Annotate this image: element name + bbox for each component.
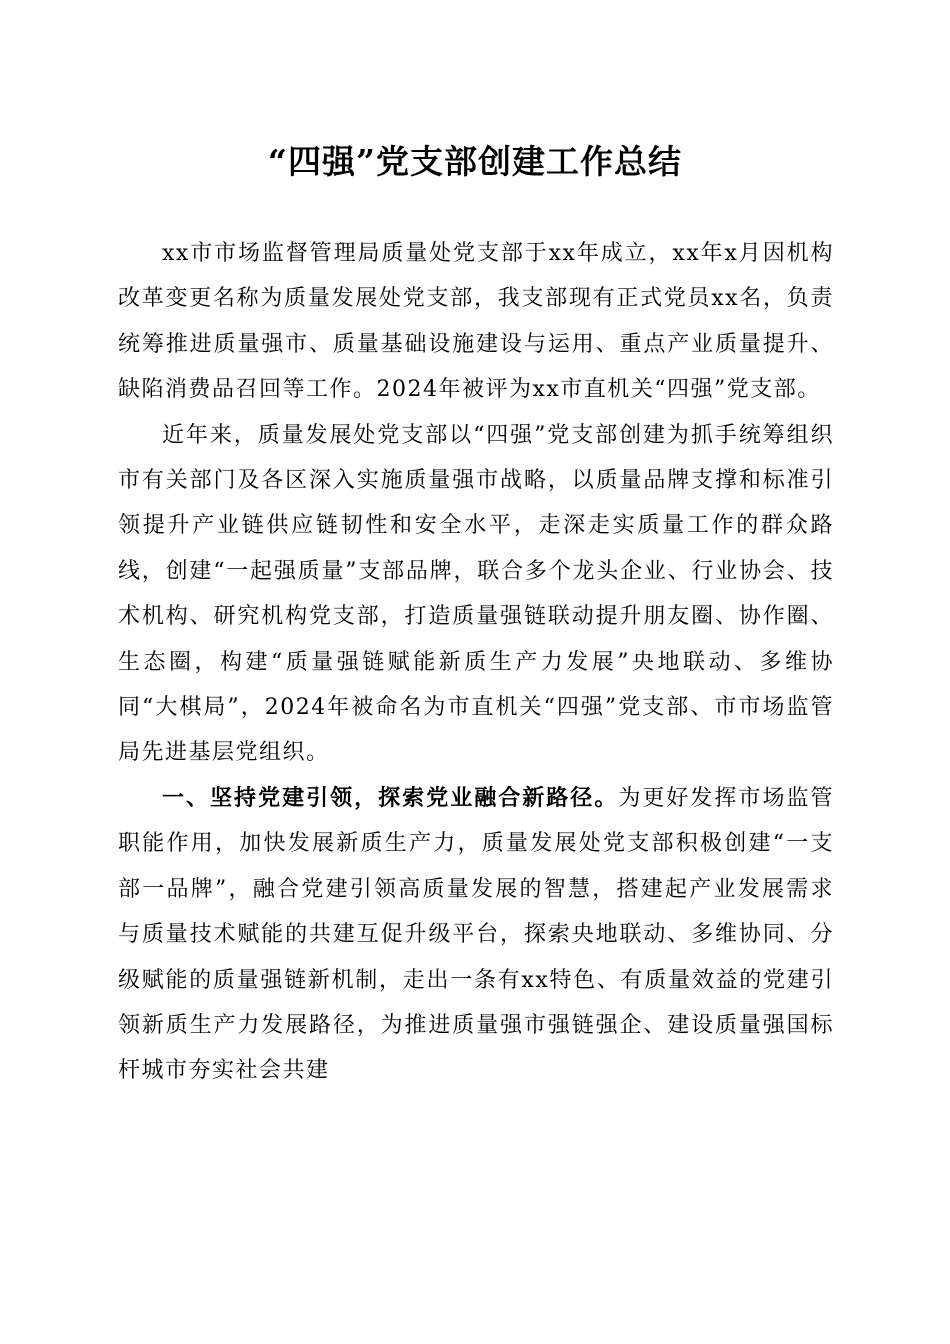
document-title: “四强”党支部创建工作总结 bbox=[268, 142, 682, 181]
paragraph-recent-years bbox=[118, 413, 834, 776]
document-body bbox=[118, 231, 834, 1094]
paragraph-text: xx市市场监督管理局质量处党支部于xx年成立，xx年x月因机构改革变更名称为质量发展处党支部，我支部现有正式党员xx名，负责统筹推进质量强市、质量基础设施建设与运用、重点产业质量提升、缺陷消费品召回等工作。2024年被评为xx市直机关“四强”党支部。 bbox=[118, 241, 834, 403]
paragraph-intro bbox=[118, 231, 834, 413]
paragraph-text: 为更好发挥市场监管职能作用，加快发展新质生产力，质量发展处党支部积极创建“一支部一品牌”，融合党建引领高质量发展的智慧，搭建起产业发展需求与质量技术赋能的共建互促升级平台，探索央地联动、多维协同、分级赋能的质量强链新机制，走出一条有xx特色、有质量效益的党建引领新质生产力发展路径，为推进质量强市强链强企、建设质量强国标杆城市夯实社会共建 bbox=[118, 785, 834, 1084]
section-heading: 一、坚持党建引领，探索党业融合新路径。 bbox=[162, 785, 619, 811]
paragraph-section-one bbox=[118, 776, 834, 1094]
paragraph-text: 近年来，质量发展处党支部以“四强”党支部创建为抓手统筹组织市有关部门及各区深入实施质量强市战略，以质量品牌支撑和标准引领提升产业链供应链韧性和安全水平，走深走实质量工作的群众路线，创建“一起强质量”支部品牌，联合多个龙头企业、行业协会、技术机构、研究机构党支部，打造质量强链联动提升朋友圈、协作圈、生态圈，构建“质量强链赋能新质生产力发展”央地联动、多维协同“大棋局”，2024年被命名为市直机关“四强”党支部、市市场监管局先进基层党组织。 bbox=[118, 422, 834, 766]
